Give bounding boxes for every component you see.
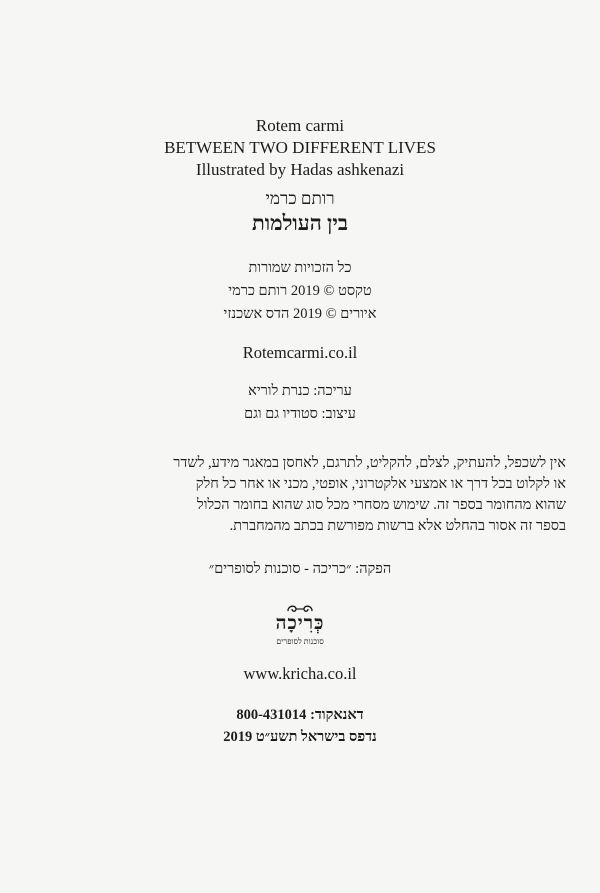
design-credit: עיצוב: סטודיו גם וגם — [244, 406, 356, 422]
publisher-logo — [262, 603, 338, 649]
legal-line: אין לשכפל, להעתיק, לצלם, להקליט, לתרגם, לאחסן במאגר מידע, לשדר — [173, 455, 566, 471]
danacode: דאנאקוד: 800-431014 — [236, 707, 364, 723]
publisher-website: www.kricha.co.il — [243, 664, 357, 683]
illustrator-en: Illustrated by Hadas ashkenazi — [195, 160, 405, 179]
text-copyright: טקסט © 2019 רותם כרמי — [228, 283, 372, 299]
legal-line: או לקלוט בכל דרך או אמצעי אלקטרוני, אופטי, מכני או אחר כל חלק — [195, 476, 566, 492]
editing-credit: עריכה: כנרת לוריא — [248, 383, 352, 399]
production-credit: הפקה: ״כריכה - סוכנות לסופרים״ — [208, 561, 392, 577]
book-title-he: בין העולמות — [251, 211, 349, 235]
author-website: Rotemcarmi.co.il — [242, 343, 358, 362]
logo-tagline: סוכנות לסופרים — [276, 637, 324, 646]
author-name-he: רותם כרמי — [265, 189, 335, 208]
legal-line: בספר זה אסור בהחלט אלא ברשות מפורשת בכתב מהמחברת. — [229, 518, 566, 534]
author-name-en: Rotem carmi — [255, 116, 345, 135]
legal-line: שהוא מהחומר בספר זה. שימוש מסחרי מכל סוג שהוא בחומר הכלול — [196, 497, 566, 513]
logo-name: כְּרִיכָה — [275, 613, 325, 634]
all-rights-reserved: כל הזכויות שמורות — [248, 260, 352, 276]
legal-notice — [36, 453, 566, 537]
book-title-en: BETWEEN TWO DIFFERENT LIVES — [164, 138, 436, 157]
printed-in-israel: נדפס בישראל תשע״ט 2019 — [223, 729, 377, 745]
illustrations-copyright: איורים © 2019 הדס אשכנזי — [223, 306, 377, 322]
